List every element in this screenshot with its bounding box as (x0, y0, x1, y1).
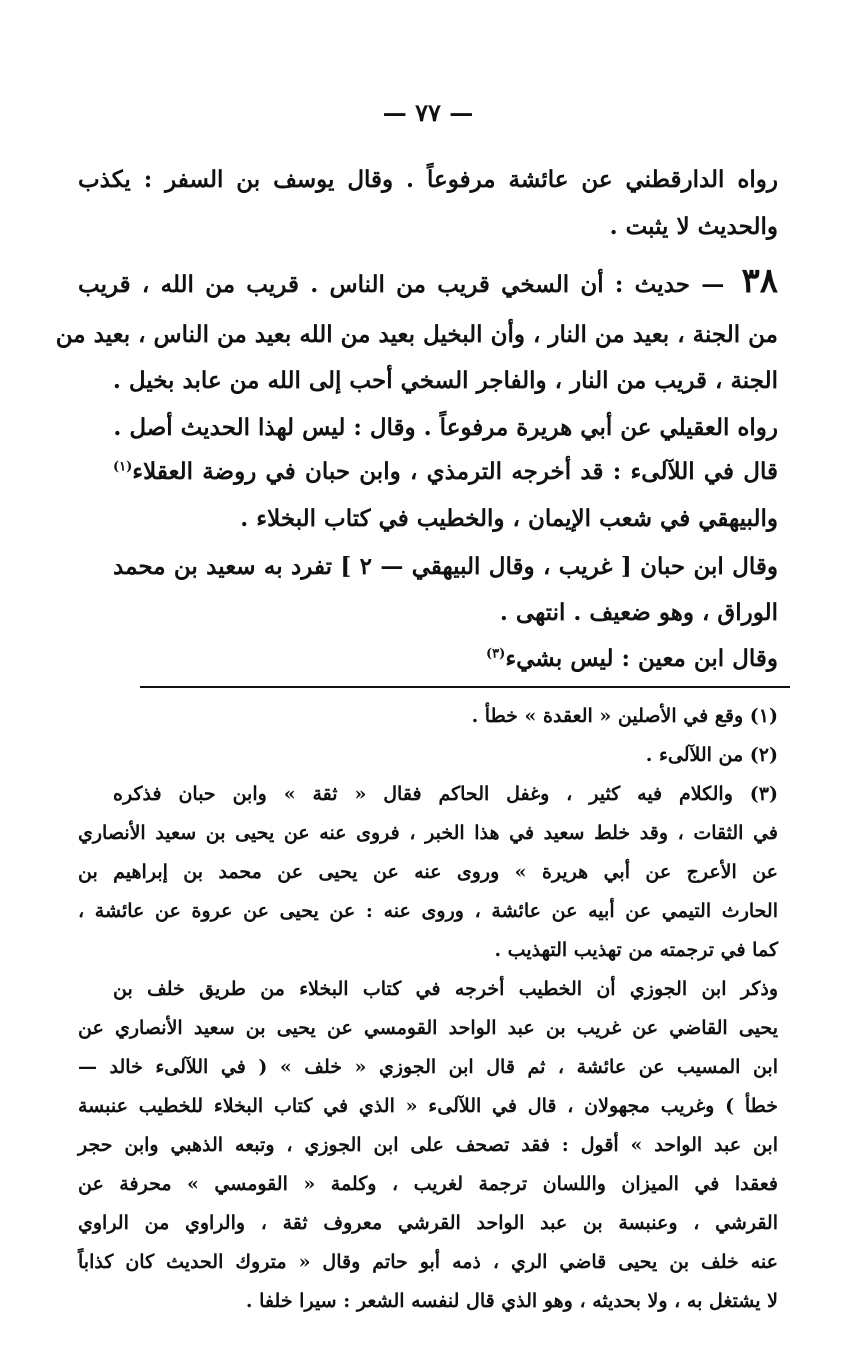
footnote-marker: (١) (113, 459, 133, 475)
footnote-line: وذكر ابن الجوزي أن الخطيب أخرجه في كتاب البخلاء من طريق خلف بن (113, 978, 778, 1000)
footnote-line: القرشي ، وعنبسة بن عبد الواحد القرشي معروف ثقة ، والراوي من الراوي (78, 1212, 778, 1234)
hadith-label: — حديث : (614, 271, 725, 298)
main-line-with-footnote (113, 645, 778, 672)
main-line-text: وقال ابن معين : ليس بشيء (505, 645, 778, 672)
footnote-line: يحيى القاضي عن غريب بن عبد الواحد القومسي عن يحيى بن سعيد الأنصاري عن (78, 1017, 778, 1039)
main-line: رواه العقيلي عن أبي هريرة مرفوعاً . وقال : ليس لهذا الحديث أصل . (113, 414, 778, 441)
footnote-line: (٢) من اللآلىء . (645, 744, 778, 766)
hadith-heading-line (78, 261, 778, 301)
hadith-number: ٣٨ (741, 261, 778, 301)
footnote-line: فعقدا في الميزان واللسان ترجمة لغريب ، وكلمة « القومسي » محرفة عن (78, 1173, 778, 1195)
footnote-marker: (٣) (486, 646, 506, 662)
page-number: — ٧٧ — (382, 98, 474, 127)
footnote-line: خطأ ) وغريب مجهولان ، قال في اللآلىء « الذي في كتاب البخلاء للخطيب عنبسة (78, 1095, 778, 1117)
main-line-with-footnote (113, 458, 778, 485)
footnote-line: عن الأعرج عن أبي هريرة » وروى عنه عن يحيى عن محمد بن إبراهيم بن (78, 861, 778, 883)
main-line: الوراق ، وهو ضعيف . انتهى . (499, 599, 778, 626)
footnote-line: ابن عبد الواحد » أقول : فقد تصحف على ابن الجوزي ، وتبعه الذهبي وابن حجر (78, 1134, 778, 1156)
main-line: وقال ابن حبان [ غريب ، وقال البيهقي — ٢ ] تفرد به سعيد بن محمد (113, 553, 778, 580)
footnote-line: الحارث التيمي عن أبيه عن عائشة ، وروى عنه : عن يحيى عن عروة عن عائشة ، (78, 900, 778, 922)
footnote-line: في الثقات ، وقد خلط سعيد في هذا الخبر ، فروى عنه عن يحيى بن سعيد الأنصاري (78, 822, 778, 844)
main-line: والبيهقي في شعب الإيمان ، والخطيب في كتاب البخلاء . (240, 505, 778, 532)
main-line-text: قال في اللآلىء : قد أخرجه الترمذي ، وابن حبان في روضة العقلاء (132, 458, 778, 485)
main-line: من الجنة ، بعيد من النار ، وأن البخيل بعيد من الله بعيد من الناس ، بعيد من (55, 321, 778, 348)
hadith-text: أن السخي قريب من الناس . قريب من الله ، قريب (78, 271, 604, 298)
main-line: رواه الدارقطني عن عائشة مرفوعاً . وقال يوسف بن السفر : يكذب (78, 166, 778, 193)
footnote-divider (140, 686, 790, 688)
footnote-line: (٣) والكلام فيه كثير ، وغفل الحاكم فقال « ثقة » وابن حبان فذكره (113, 783, 778, 805)
footnote-line: كما في ترجمته من تهذيب التهذيب . (494, 939, 778, 961)
footnote-line: لا يشتغل به ، ولا بحديثه ، وهو الذي قال لنفسه الشعر : سيرا خلفا . (245, 1290, 778, 1312)
footnote-line: عنه خلف بن يحيى قاضي الري ، ذمه أبو حاتم وقال « متروك الحديث كان كذاباً (78, 1251, 778, 1273)
footnote-line: (١) وقع في الأصلين « العقدة » خطأ . (471, 705, 778, 727)
footnote-line: ابن المسيب عن عائشة ، ثم قال ابن الجوزي « خلف » ( في اللآلىء خالد — (78, 1056, 778, 1078)
main-line: الجنة ، قريب من النار ، والفاجر السخي أحب إلى الله من عابد بخيل . (112, 367, 778, 394)
main-line: والحديث لا يثبت . (609, 213, 778, 240)
